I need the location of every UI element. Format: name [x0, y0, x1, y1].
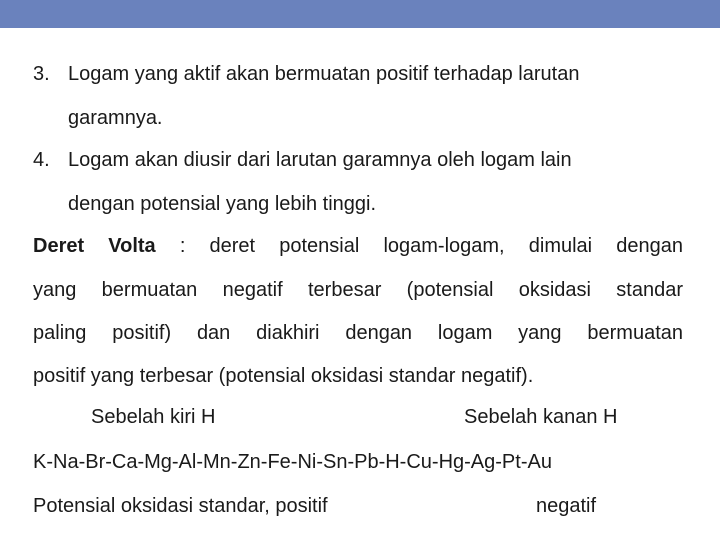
- right-side-label: Sebelah kanan H: [464, 406, 618, 428]
- list-number: 3.: [33, 63, 50, 85]
- definition-text: : deret potensial logam-logam, dimulai dengan: [155, 235, 683, 257]
- potential-negative-label: negatif: [536, 495, 597, 517]
- list-text: Logam yang aktif akan bermuatan positif terhadap larutan: [68, 63, 580, 85]
- potential-positive-label: Potensial oksidasi standar, positif: [33, 495, 328, 517]
- definition-line: [33, 234, 683, 258]
- definition-line: yang bermuatan negatif terbesar (potensial oksidasi standar: [33, 279, 683, 301]
- list-text: Logam akan diusir dari larutan garamnya oleh logam lain: [68, 149, 572, 171]
- list-number: 4.: [33, 149, 50, 171]
- list-text-continued: garamnya.: [68, 107, 163, 129]
- definition-line: paling positif) dan diakhiri dengan logam yang bermuatan: [33, 322, 683, 344]
- header-bar: [0, 0, 720, 28]
- left-side-label: Sebelah kiri H: [91, 406, 216, 428]
- definition-line: positif yang terbesar (potensial oksidasi standar negatif).: [33, 365, 534, 387]
- definition-term: Deret Volta: [33, 235, 156, 257]
- volta-series: K-Na-Br-Ca-Mg-Al-Mn-Zn-Fe-Ni-Sn-Pb-H-Cu-Hg-Ag-Pt-Au: [33, 451, 552, 473]
- list-text-continued: dengan potensial yang lebih tinggi.: [68, 193, 377, 215]
